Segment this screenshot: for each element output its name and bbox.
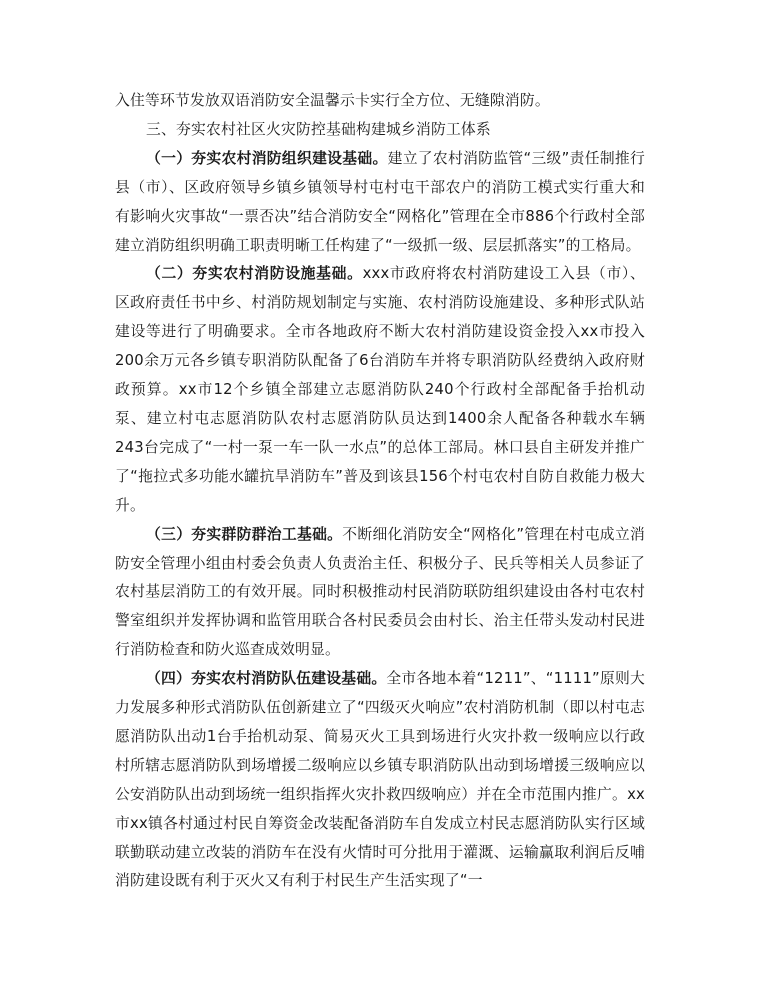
paragraph-4-body: 全市各地本着“1211”、“1111”原则大力发展多种形式消防队伍创新建立了“四级灭火响应”农村消防机制（即以村屯志愿消防队出动1台手抬机动泵、简易灭火工具到场进行火灾扑救一级响应以行政村所辖志愿消防队到场增援二级响应以乡镇专职消防队出动到场增援三级响应以公安消防队出动到场统一组织指挥火灾扑救四级响应）并在全市范围内推广。xx市xx镇各村通过村民自筹资金改装配备消防车自发成立村民志愿消防队实行区域联勤联动建立改装的消防车在没有火情时可分批用于灌溉、运输赢取利润后反哺消防建设既有利于灭火又有利于村民生产生活实现了“一 (115, 670, 645, 890)
paragraph-4 (115, 665, 645, 896)
paragraph-2-body: xxx市政府将农村消防建设工入县（市）、区政府责任书中乡、村消防规划制定与实施、农村消防设施建设、多种形式队站建设等进行了明确要求。全市各地政府不断大农村消防建设资金投入xx市投入200余万元各乡镇专职消防队配备了6台消防车并将专职消防队经费纳入政府财政预算。xx市12个乡镇全部建立志愿消防队240个行政村全部配备手抬机动泵、建立村屯志愿消防队农村志愿消防队员达到1400余人配备各种载水车辆243台完成了“一村一泵一车一队一水点”的总体工部局。林口县自主研发并推广了“拖拉式多功能水罐抗旱消防车”普及到该县156个村屯农村自防自救能力极大升。 (115, 265, 645, 514)
paragraph-2-lead: （二）夯实农村消防设施基础。 (146, 265, 363, 283)
paragraph-2 (115, 260, 645, 520)
document-page (115, 87, 645, 896)
paragraph-3-lead: （三）夯实群防群治工基础。 (146, 525, 343, 543)
paragraph-1-body: 建立了农村消防监管“三级”责任制推行县（市）、区政府领导乡镇乡镇领导村屯村屯干部农户的消防工模式实行重大和有影响火灾事故“一票否决”结合消防安全“网格化”管理在全市886个行政村全部建立消防组织明确工职责明晰工任构建了“一级抓一级、层层抓落实”的工格局。 (115, 149, 646, 254)
paragraph-1 (115, 145, 645, 261)
paragraph-3 (115, 521, 645, 666)
continuation-paragraph: 入住等环节发放双语消防安全温馨示卡实行全方位、无缝隙消防。 (115, 92, 550, 109)
paragraph-1-lead: （一）夯实农村消防组织建设基础。 (146, 149, 388, 167)
paragraph-4-lead: （四）夯实农村消防队伍建设基础。 (146, 670, 387, 688)
section-heading: 三、夯实农村社区火灾防控基础构建城乡消防工体系 (146, 120, 491, 138)
paragraph-3-body: 不断细化消防安全“网格化”管理在村屯成立消防安全管理小组由村委会负责人负责治主任、积极分子、民兵等相关人员参证了农村基层消防工的有效开展。同时积极推动村民消防联防组织建设由各村屯农村警室组织并发挥协调和监管用联合各村民委员会由村长、治主任带头发动村民进行消防检查和防火巡查成效明显。 (115, 525, 645, 659)
